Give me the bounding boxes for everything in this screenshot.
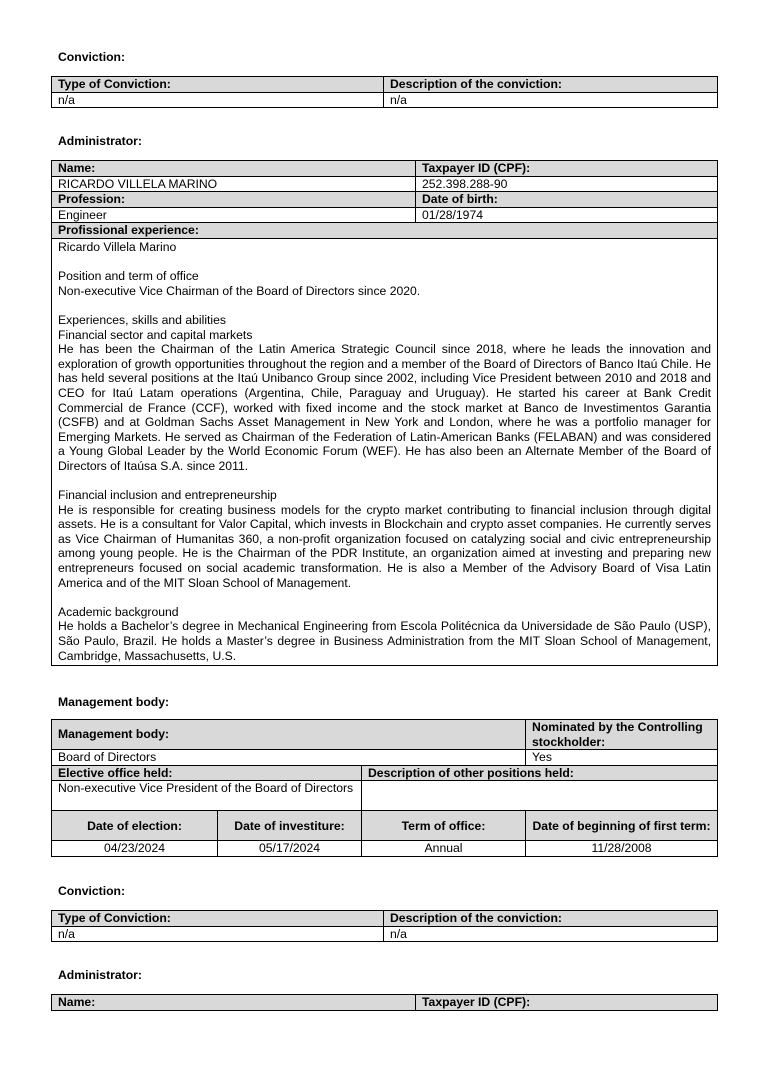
other-positions-label: Description of other positions held: xyxy=(362,765,718,781)
table-row xyxy=(52,207,718,223)
inclusion-text: He is responsible for creating business models for the crypto market contributing to financial inclusion through digital assets. He is a consultant for Valor Capital, which invests in Blockchain and crypto asset companies. He currently serves as Vice Chairman of Humanitas 360, a non-profit organization focused on catalyzing social and civic entrepreneurship among young people. He is the Chairman of the PDR Institute, an organization aimed at investing and preparing new entrepreneurs focused on social academic transformation. He is also a Member of the Advisory Board of Visa Latin America and of the MIT Sloan School of Management. xyxy=(58,502,711,590)
position-heading: Position and term of office xyxy=(58,269,199,284)
administrator-table xyxy=(51,994,718,1011)
management-body-section-title: Management body: xyxy=(58,695,170,709)
description-of-conviction-value: n/a xyxy=(384,926,718,942)
financial-heading: Financial sector and capital markets xyxy=(58,327,253,342)
table-header-row xyxy=(52,161,718,177)
table-row xyxy=(52,92,718,108)
nominated-by-controlling-label: Nominated by the Controlling stockholder: xyxy=(526,720,718,750)
table-header-row xyxy=(52,811,718,841)
professional-experience-row xyxy=(52,238,718,665)
professional-experience-label: Profissional experience: xyxy=(52,223,718,239)
term-of-office-label: Term of office: xyxy=(362,811,526,841)
cpf-value: 252.398.288-90 xyxy=(416,176,718,192)
description-of-conviction-label: Description of the conviction: xyxy=(384,911,718,927)
table-header-row xyxy=(52,911,718,927)
type-of-conviction-value: n/a xyxy=(52,92,384,108)
table-header-row xyxy=(52,223,718,239)
table-row xyxy=(52,926,718,942)
type-of-conviction-label: Type of Conviction: xyxy=(52,77,384,93)
date-of-investiture-label: Date of investiture: xyxy=(218,811,362,841)
type-of-conviction-value: n/a xyxy=(52,926,384,942)
elective-office-label: Elective office held: xyxy=(52,765,362,781)
academic-heading: Academic background xyxy=(58,604,179,619)
professional-experience-text xyxy=(52,238,718,665)
date-of-election-label: Date of election: xyxy=(52,811,218,841)
conviction-section-title: Conviction: xyxy=(58,884,126,898)
conviction-section-title: Conviction: xyxy=(58,50,126,64)
table-row xyxy=(52,176,718,192)
table-header-row xyxy=(52,77,718,93)
name-label: Name: xyxy=(52,995,416,1011)
cpf-label: Taxpayer ID (CPF): xyxy=(416,161,718,177)
position-text: Non-executive Vice Chairman of the Board of Directors since 2020. xyxy=(58,283,421,298)
description-of-conviction-value: n/a xyxy=(384,92,718,108)
type-of-conviction-label: Type of Conviction: xyxy=(52,911,384,927)
table-row xyxy=(52,841,718,857)
nominated-value: Yes xyxy=(526,750,718,766)
date-of-investiture-value: 05/17/2024 xyxy=(218,841,362,857)
elective-office-value: Non-executive Vice President of the Board of Directors xyxy=(52,781,362,811)
description-of-conviction-label: Description of the conviction: xyxy=(384,77,718,93)
management-body-value: Board of Directors xyxy=(52,750,526,766)
term-of-office-value: Annual xyxy=(362,841,526,857)
inclusion-heading: Financial inclusion and entrepreneurship xyxy=(58,488,277,503)
profession-label: Profession: xyxy=(52,192,416,208)
cpf-label: Taxpayer ID (CPF): xyxy=(416,995,718,1011)
other-positions-value xyxy=(362,781,718,811)
academic-text: He holds a Bachelor’s degree in Mechanical Engineering from Escola Politécnica da Universidade de São Paulo (USP), São Paulo, Brazil. He holds a Master’s degree in Business Administration from the MIT Sloan School of Management, Cambridge, Massachusetts, U.S. xyxy=(58,619,711,663)
name-value: RICARDO VILLELA MARINO xyxy=(52,176,416,192)
table-header-row xyxy=(52,995,718,1011)
conviction-table xyxy=(51,76,718,108)
first-term-date-value: 11/28/2008 xyxy=(526,841,718,857)
table-header-row xyxy=(52,720,718,750)
table-row xyxy=(52,750,718,766)
profession-value: Engineer xyxy=(52,207,416,223)
administrator-section-title: Administrator: xyxy=(58,134,142,148)
financial-text: He has been the Chairman of the Latin America Strategic Council since 2018, where he leads the innovation and exploration of growth opportunities throughout the region and a member of the Board of Directors of Banco Itaú Chile. He has held several positions at the Itaú Unibanco Group since 2002, including Vice President between 2010 and 2018 and CEO for Itaú Latam operations (Argentina, Chile, Paraguay and Uruguay). He started his career at Bank Credit Commercial de France (CCF), worked with fixed income and the stock market at Banco de Investimentos Garantia (CSFB) and at Goldman Sachs Asset Management in New York and London, where he was a portfolio manager for Emerging Markets. He served as Chairman of the Federation of Latin-American Banks (FELABAN) and was considered a Young Global Leader by the World Economic Forum (WEF). He has also been an Alternate Member of the Board of Directors of Itaúsa S.A. since 2011. xyxy=(58,342,711,473)
table-header-row xyxy=(52,192,718,208)
skills-heading: Experiences, skills and abilities xyxy=(58,312,226,327)
date-of-election-value: 04/23/2024 xyxy=(52,841,218,857)
management-body-label: Management body: xyxy=(52,720,526,750)
management-body-table xyxy=(51,719,718,857)
table-row xyxy=(52,781,718,811)
date-of-birth-label: Date of birth: xyxy=(416,192,718,208)
experience-name: Ricardo Villela Marino xyxy=(58,239,177,254)
name-label: Name: xyxy=(52,161,416,177)
date-of-birth-value: 01/28/1974 xyxy=(416,207,718,223)
administrator-table xyxy=(51,160,718,666)
table-header-row xyxy=(52,765,718,781)
first-term-date-label: Date of beginning of first term: xyxy=(526,811,718,841)
conviction-table xyxy=(51,910,718,942)
administrator-section-title: Administrator: xyxy=(58,968,142,982)
